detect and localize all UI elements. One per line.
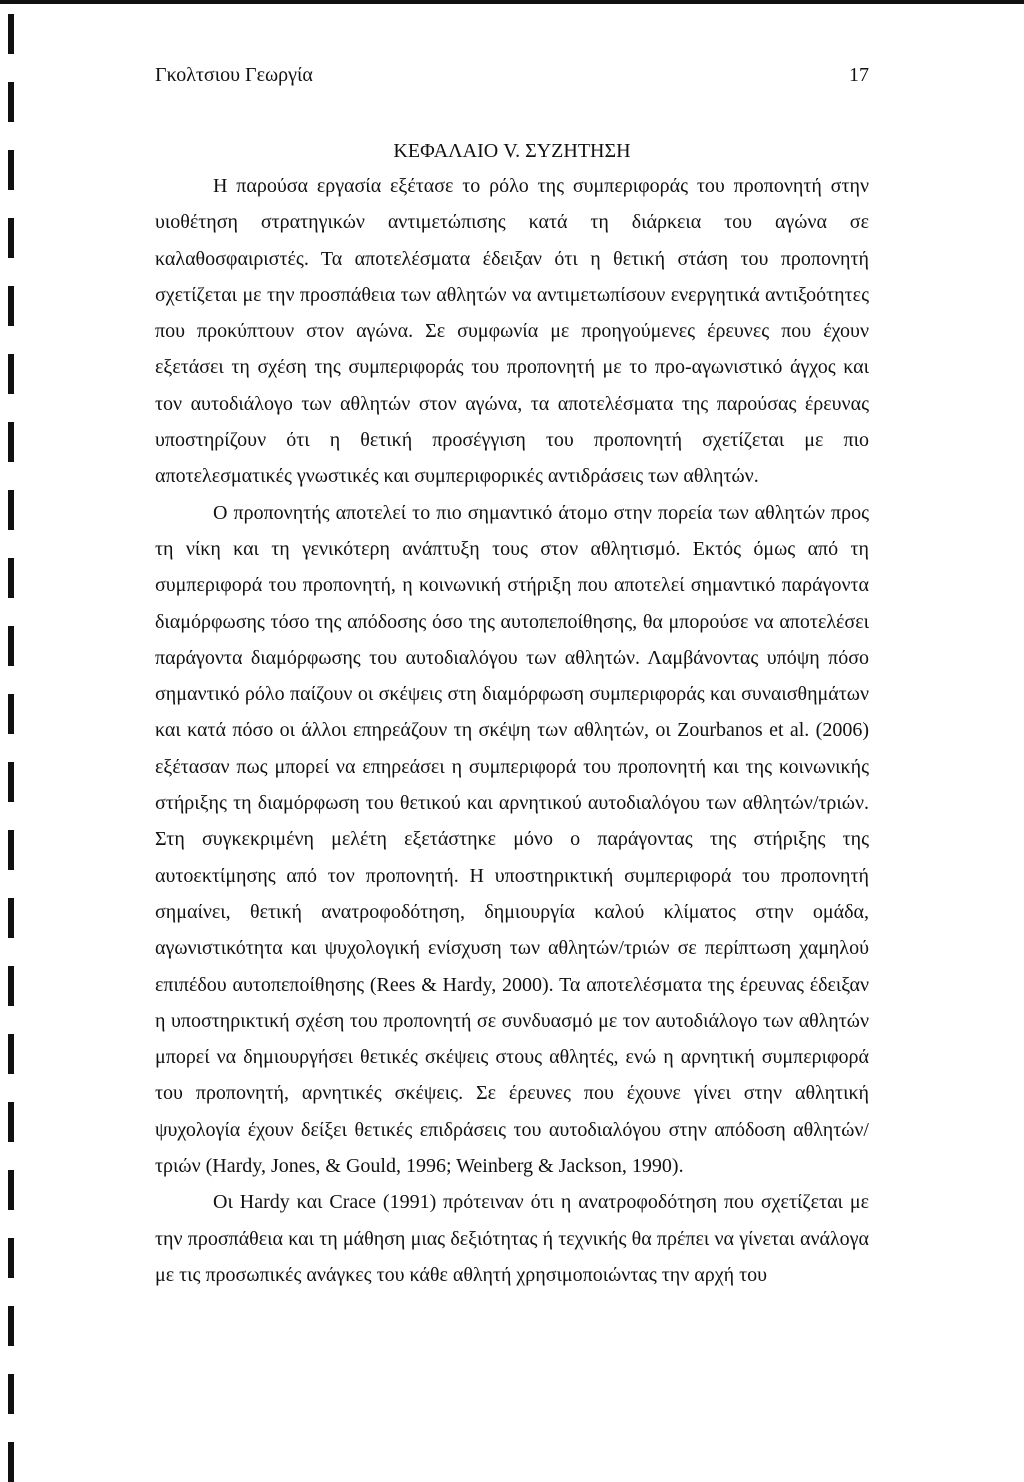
binding-mark (8, 1034, 14, 1074)
binding-mark (8, 1238, 14, 1278)
binding-mark (8, 1170, 14, 1210)
scan-top-border (0, 0, 1024, 4)
binding-mark (8, 898, 14, 938)
body-text (155, 168, 869, 1293)
binding-marks (0, 0, 40, 1453)
binding-mark (8, 150, 14, 190)
binding-mark (8, 286, 14, 326)
binding-mark (8, 1102, 14, 1142)
binding-mark (8, 82, 14, 122)
chapter-title: ΚΕΦΑΛΑΙΟ V. ΣΥΖΗΤΗΣΗ (393, 140, 631, 162)
running-header (155, 64, 869, 87)
paragraph-1: Η παρούσα εργασία εξέτασε το ρόλο της συμπεριφοράς του προπονητή στην υιοθέτηση στρατηγικών αντιμετώπισης κατά τη διάρκεια του αγώνα σε καλαθοσφαιριστές. Τα αποτελέσματα έδειξαν ότι η θετική στάση του προπονητή σχετίζεται με την προσπάθεια των αθλητών να αντιμετωπίσουν ενεργητικά αντιξοότητες που προκύπτουν στον αγώνα. Σε συμφωνία με προηγούμενες έρευνες που έχουν εξετάσει τη σχέση της συμπεριφοράς του προπονητή με το προ-αγωνιστικό άγχος και τον αυτοδιάλογο των αθλητών στον αγώνα, τα αποτελέσματα της παρούσας έρευνας υποστηρίζουν ότι η θετική προσέγγιση του προπονητή σχετίζεται με πιο αποτελεσματικές γνωστικές και συμπεριφορικές αντιδράσεις των αθλητών. (155, 175, 869, 488)
binding-mark (8, 1374, 14, 1414)
binding-mark (8, 1442, 14, 1482)
binding-mark (8, 966, 14, 1006)
binding-mark (8, 422, 14, 462)
binding-mark (8, 626, 14, 666)
binding-mark (8, 558, 14, 598)
paragraph-3: Οι Hardy και Crace (1991) πρότειναν ότι η ανατροφοδότηση που σχετίζεται με την προσπάθεια και τη μάθηση μιας δεξιότητας ή τεχνικής θα πρέπει να γίνεται ανάλογα με τις προσωπικές ανάγκες του κάθε αθλητή χρησιμοποιώντας την αρχή του (155, 1191, 869, 1286)
binding-mark (8, 490, 14, 530)
page-number: 17 (849, 64, 869, 86)
paragraph-2: Ο προπονητής αποτελεί το πιο σημαντικό άτομο στην πορεία των αθλητών προς τη νίκη και τη γενικότερη ανάπτυξη τους στον αθλητισμό. Εκτός όμως από τη συμπεριφορά του προπονητή, η κοινωνική στήριξη που αποτελεί σημαντικό παράγοντα διαμόρφωσης τόσο της απόδοσης όσο της αυτοπεποίθησης, θα μπορούσε να αποτελέσει παράγοντα διαμόρφωσης του αυτοδιαλόγου των αθλητών. Λαμβάνοντας υπόψη πόσο σημαντικό ρόλο παίζουν οι σκέψεις στη διαμόρφωση συμπεριφοράς και συναισθημάτων και κατά πόσο οι άλλοι επηρεάζουν τη σκέψη των αθλητών, οι Zourbanos et al. (2006) εξέτασαν πως μπορεί να επηρεάσει η συμπεριφορά του προπονητή και της κοινωνικής στήριξης τη διαμόρφωση του θετικού και αρνητικού αυτοδιαλόγου των αθλητών/τριών. Στη συγκεκριμένη μελέτη εξετάστηκε μόνο ο παράγοντας της στήριξης της αυτοεκτίμησης από τον προπονητή. Η υποστηρικτική συμπεριφορά του προπονητή σημαίνει, θετική ανατροφοδότηση, δημιουργία καλού κλίματος στην ομάδα, αγωνιστικότητα και ψυχολογική ενίσχυση των αθλητών/τριών σε περίπτωση χαμηλού επιπέδου αυτοπεποίθησης (Rees & Hardy, 2000). Τα αποτελέσματα της έρευνας έδειξαν η υποστηρικτική σχέση του προπονητή σε συνδυασμό με τον αυτοδιάλογο των αθλητών μπορεί να δημιουργήσει θετικές σκέψεις στους αθλητές, ενώ η αρνητική συμπεριφορά του προπονητή, αρνητικές σκέψεις. Σε έρευνες που έχουνε γίνει στην αθλητική ψυχολογία έχουν δείξει θετικές επιδράσεις του αυτοδιαλόγου στην απόδοση αθλητών/τριών (Hardy, Jones, & Gould, 1996; Weinberg & Jackson, 1990). (155, 501, 869, 1178)
binding-mark (8, 218, 14, 258)
binding-mark (8, 14, 14, 54)
binding-mark (8, 694, 14, 734)
binding-mark (8, 830, 14, 870)
binding-mark (8, 762, 14, 802)
binding-mark (8, 354, 14, 394)
header-author: Γκολτσιου Γεωργία (155, 64, 313, 86)
binding-mark (8, 1306, 14, 1346)
